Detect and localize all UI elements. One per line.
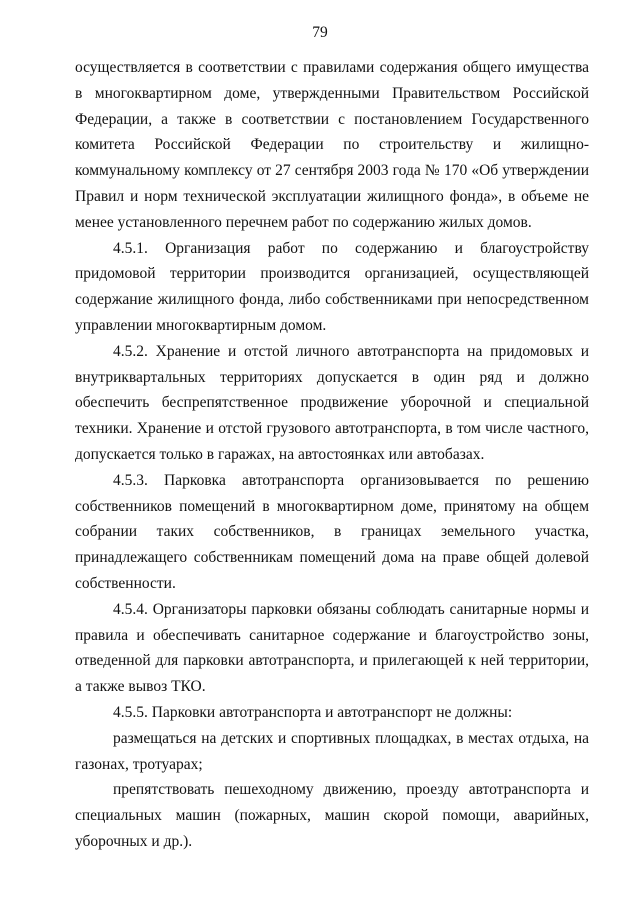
list-item-obstruction-restriction: препятствовать пешеходному движению, проезду автотранспорта и специальных машин (пожарных, машин скорой помощи, аварийных, уборочных и др.). [75,781,589,850]
document-body [75,55,589,855]
page-number: 79 [312,24,328,41]
paragraph-clause-4-5-2: 4.5.2. Хранение и отстой личного автотранспорта на придомовых и внутриквартальных территориях допускается в один ряд и должно обеспечить беспрепятственное продвижение уборочной и специальной техники. Хранение и отстой грузового автотранспорта, в том числе частного, допускается только в гаражах, на автостоянках или автобазах. [75,342,589,463]
paragraph-clause-4-5-3: 4.5.3. Парковка автотранспорта организовывается по решению собственников помещений в многоквартирном доме, принятому на общем собрании таких собственников, в границах земельного участка, принадлежащего собственникам помещений дома на праве общей долевой собственности. [75,471,589,592]
paragraph-intro-continuation: осуществляется в соответствии с правилами содержания общего имущества в многоквартирном доме, утвержденными Правительством Российской Федерации, а также в соответствии с постановлением Государственного комитета Российской Федерации по строительству и жилищно-коммунальному комплексу от 27 сентября 2003 года № 170 «Об утверждении Правил и норм технической эксплуатации жилищного фонда», в объеме не менее установленного перечнем работ по содержанию жилых домов. [75,59,589,231]
paragraph-clause-4-5-5: 4.5.5. Парковки автотранспорта и автотранспорт не должны: [113,703,513,721]
list-item-placement-restriction: размещаться на детских и спортивных площадках, в местах отдыха, на газонах, тротуарах; [75,729,589,773]
paragraph-clause-4-5-1: 4.5.1. Организация работ по содержанию и благоустройству придомовой территории производится организацией, осуществляющей содержание жилищного фонда, либо собственниками при непосредственном управлении многоквартирным домом. [75,239,589,334]
paragraph-clause-4-5-4: 4.5.4. Организаторы парковки обязаны соблюдать санитарные нормы и правила и обеспечивать санитарное содержание и благоустройство зоны, отведенной для парковки автотранспорта, и прилегающей к ней территории, а также вывоз ТКО. [75,600,589,696]
